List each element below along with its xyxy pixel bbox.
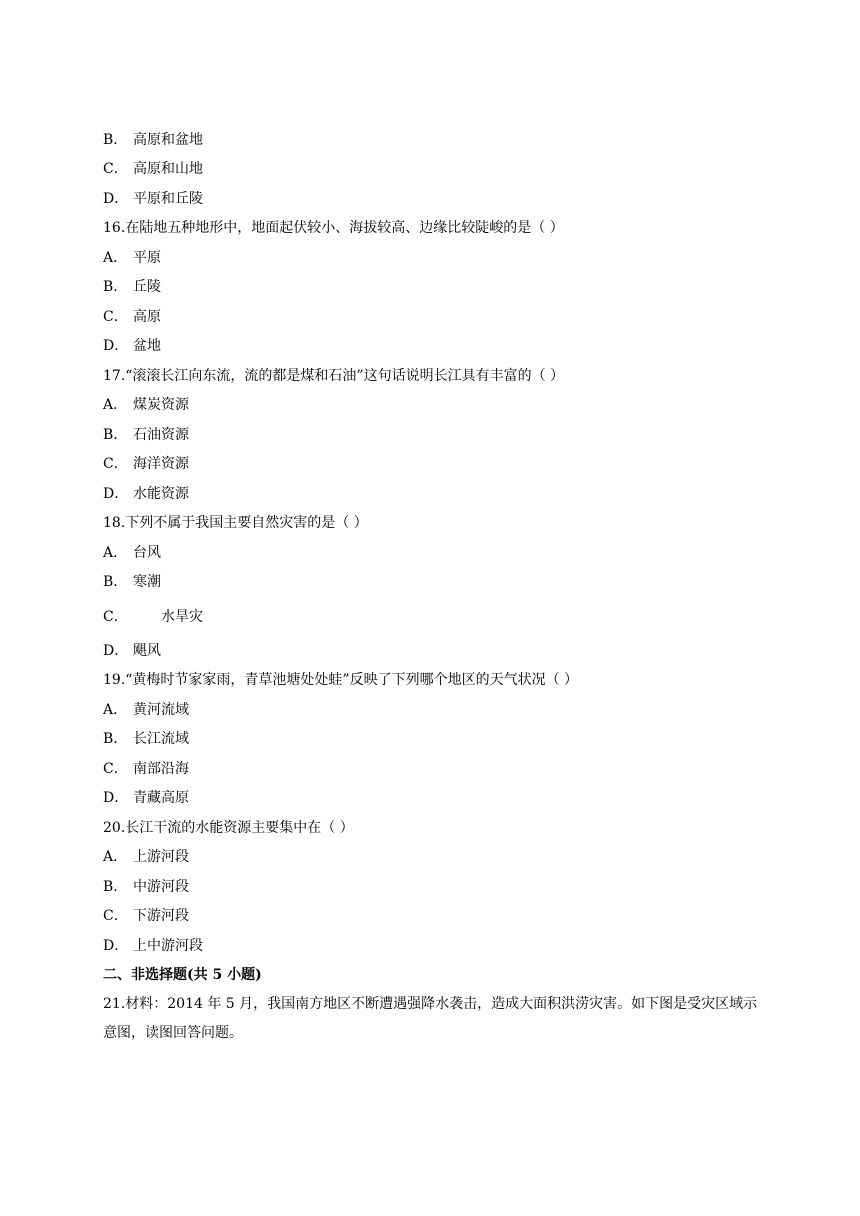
- option-text: 上中游河段: [133, 938, 203, 954]
- q18-option-c: [103, 607, 203, 627]
- q15-option-d: [103, 189, 203, 209]
- q16-option-b: [103, 277, 161, 297]
- option-letter: C．: [103, 309, 128, 325]
- option-letter: B．: [103, 731, 128, 747]
- option-letter: D．: [103, 486, 129, 502]
- option-letter: C．: [103, 161, 128, 177]
- q15-option-c: [103, 159, 203, 179]
- q19-option-b: [103, 729, 189, 749]
- option-letter: A．: [103, 702, 128, 718]
- option-text: 寒潮: [133, 574, 161, 590]
- q17-option-b: [103, 425, 189, 445]
- q18-stem: 18.下列不属于我国主要自然灾害的是（ ）: [103, 515, 368, 531]
- option-text: 平原: [133, 250, 161, 266]
- q20-option-c: [103, 906, 189, 926]
- option-letter: A．: [103, 250, 128, 266]
- option-text: 煤炭资源: [133, 397, 189, 413]
- option-letter: C．: [103, 456, 128, 472]
- option-letter: A．: [103, 397, 128, 413]
- q17-option-c: [103, 454, 189, 474]
- option-text: 中游河段: [133, 879, 189, 895]
- q19-option-d: [103, 788, 189, 808]
- option-letter: B．: [103, 279, 128, 295]
- option-letter: D．: [103, 643, 129, 659]
- option-letter: C．: [103, 761, 128, 777]
- option-letter: D．: [103, 790, 129, 806]
- q19-option-a: [103, 700, 189, 720]
- option-letter: D．: [103, 191, 129, 207]
- option-letter: A．: [103, 545, 128, 561]
- option-letter: B．: [103, 879, 128, 895]
- q21-material: 21.材料：2014 年 5 月，我国南方地区不断遭遇强降水袭击，造成大面积洪涝灾害。如下图是受灾区域示意图，读图回答问题。: [103, 996, 758, 1041]
- q19-option-c: [103, 759, 189, 779]
- option-letter: B．: [103, 427, 128, 443]
- option-text: 平原和丘陵: [133, 191, 203, 207]
- q16-option-c: [103, 307, 161, 327]
- option-text: 下游河段: [133, 908, 189, 924]
- option-letter: D．: [103, 938, 129, 954]
- option-text: 丘陵: [133, 279, 161, 295]
- option-letter: A．: [103, 849, 128, 865]
- option-text: 台风: [133, 545, 161, 561]
- option-text: 长江流域: [133, 731, 189, 747]
- option-text: 水旱灾: [161, 609, 203, 625]
- option-text: 黄河流域: [133, 702, 189, 718]
- q16-option-a: [103, 248, 161, 268]
- option-letter: D．: [103, 338, 129, 354]
- q17-option-d: [103, 484, 189, 504]
- option-text: 高原和盆地: [133, 132, 203, 148]
- q20-option-d: [103, 936, 203, 956]
- option-letter: B．: [103, 132, 128, 148]
- q20-option-a: [103, 847, 189, 867]
- option-text: 高原和山地: [133, 161, 203, 177]
- option-text: 海洋资源: [133, 456, 189, 472]
- q16-option-d: [103, 336, 161, 356]
- q18-option-b: [103, 572, 161, 592]
- option-letter: C．: [103, 609, 128, 625]
- q15-option-b: [103, 130, 203, 150]
- q19-stem: 19.“黄梅时节家家雨，青草池塘处处蛙”反映了下列哪个地区的天气状况（ ）: [103, 672, 579, 688]
- option-text: 青藏高原: [133, 790, 189, 806]
- q17-option-a: [103, 395, 189, 415]
- option-text: 南部沿海: [133, 761, 189, 777]
- option-text: 盆地: [133, 338, 161, 354]
- q20-option-b: [103, 877, 189, 897]
- option-text: 上游河段: [133, 849, 189, 865]
- q17-stem: 17.“滚滚长江向东流，流的都是煤和石油”这句话说明长江具有丰富的（ ）: [103, 368, 565, 384]
- q20-stem: 20.长江干流的水能资源主要集中在（ ）: [103, 820, 354, 836]
- q18-option-d: [103, 641, 161, 661]
- option-text: 高原: [133, 309, 161, 325]
- option-text: 飓风: [133, 643, 161, 659]
- option-text: 水能资源: [133, 486, 189, 502]
- option-letter: C．: [103, 908, 128, 924]
- q18-option-a: [103, 543, 161, 563]
- option-letter: B．: [103, 574, 128, 590]
- q16-stem: 16.在陆地五种地形中，地面起伏较小、海拔较高、边缘比较陡峻的是（ ）: [103, 220, 564, 236]
- option-text: 石油资源: [133, 427, 189, 443]
- section-heading: 二、非选择题(共 5 小题): [103, 967, 262, 983]
